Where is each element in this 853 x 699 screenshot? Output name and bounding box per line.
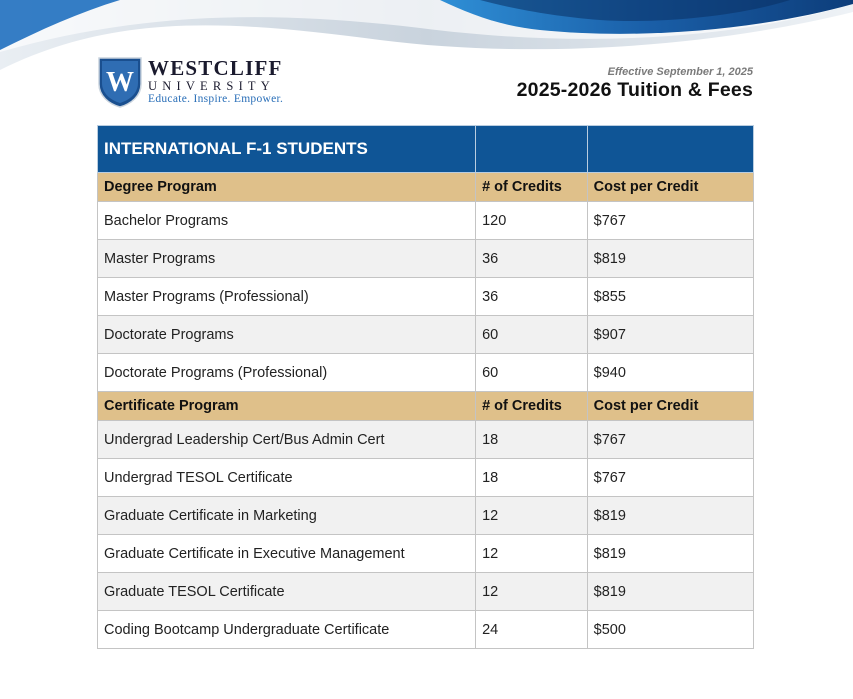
tuition-table xyxy=(97,125,754,649)
table-row xyxy=(98,497,754,535)
column-header: Cost per Credit xyxy=(587,392,753,421)
cost-cell: $767 xyxy=(587,421,753,459)
logo-subname: UNIVERSITY xyxy=(148,79,275,93)
column-header: Cost per Credit xyxy=(587,173,753,202)
credits-cell: 18 xyxy=(476,421,588,459)
table-row xyxy=(98,459,754,497)
table-row xyxy=(98,354,754,392)
credits-cell: 36 xyxy=(476,240,588,278)
credits-cell: 12 xyxy=(476,573,588,611)
banner-title: INTERNATIONAL F-1 STUDENTS xyxy=(98,126,476,173)
effective-date: Effective September 1, 2025 xyxy=(607,66,753,78)
credits-cell: 36 xyxy=(476,278,588,316)
cost-cell: $819 xyxy=(587,535,753,573)
table-row xyxy=(98,573,754,611)
banner-empty-cell xyxy=(476,126,588,173)
program-cell: Graduate Certificate in Executive Management xyxy=(98,535,476,573)
table-row xyxy=(98,316,754,354)
column-header: Degree Program xyxy=(98,173,476,202)
program-cell: Doctorate Programs xyxy=(98,316,476,354)
cost-cell: $940 xyxy=(587,354,753,392)
logo-letter: W xyxy=(106,67,134,98)
program-cell: Doctorate Programs (Professional) xyxy=(98,354,476,392)
degree-header-row xyxy=(98,173,754,202)
table-row xyxy=(98,278,754,316)
credits-cell: 120 xyxy=(476,202,588,240)
cost-cell: $819 xyxy=(587,240,753,278)
program-cell: Bachelor Programs xyxy=(98,202,476,240)
credits-cell: 60 xyxy=(476,354,588,392)
program-cell: Master Programs xyxy=(98,240,476,278)
table-row xyxy=(98,611,754,649)
program-cell: Undergrad TESOL Certificate xyxy=(98,459,476,497)
cost-cell: $767 xyxy=(587,459,753,497)
cost-cell: $767 xyxy=(587,202,753,240)
table-row xyxy=(98,535,754,573)
table-row xyxy=(98,240,754,278)
credits-cell: 18 xyxy=(476,459,588,497)
column-header: # of Credits xyxy=(476,173,588,202)
credits-cell: 24 xyxy=(476,611,588,649)
program-cell: Undergrad Leadership Cert/Bus Admin Cert xyxy=(98,421,476,459)
logo-tagline: Educate. Inspire. Empower. xyxy=(148,93,284,105)
program-cell: Coding Bootcamp Undergraduate Certificate xyxy=(98,611,476,649)
cost-cell: $819 xyxy=(587,497,753,535)
program-cell: Graduate TESOL Certificate xyxy=(98,573,476,611)
cost-cell: $907 xyxy=(587,316,753,354)
table-row xyxy=(98,421,754,459)
column-header: # of Credits xyxy=(476,392,588,421)
program-cell: Graduate Certificate in Marketing xyxy=(98,497,476,535)
credits-cell: 12 xyxy=(476,497,588,535)
university-logo xyxy=(97,56,283,108)
document-title: 2025-2026 Tuition & Fees xyxy=(516,79,753,101)
banner-empty-cell xyxy=(587,126,753,173)
certificate-header-row xyxy=(98,392,754,421)
cost-cell: $819 xyxy=(587,573,753,611)
table-banner-row xyxy=(98,126,754,173)
cost-cell: $500 xyxy=(587,611,753,649)
program-cell: Master Programs (Professional) xyxy=(98,278,476,316)
logo-name: WESTCLIFF xyxy=(148,56,283,80)
table-row xyxy=(98,202,754,240)
cost-cell: $855 xyxy=(587,278,753,316)
shield-logo-icon xyxy=(97,56,143,108)
credits-cell: 60 xyxy=(476,316,588,354)
credits-cell: 12 xyxy=(476,535,588,573)
column-header: Certificate Program xyxy=(98,392,476,421)
